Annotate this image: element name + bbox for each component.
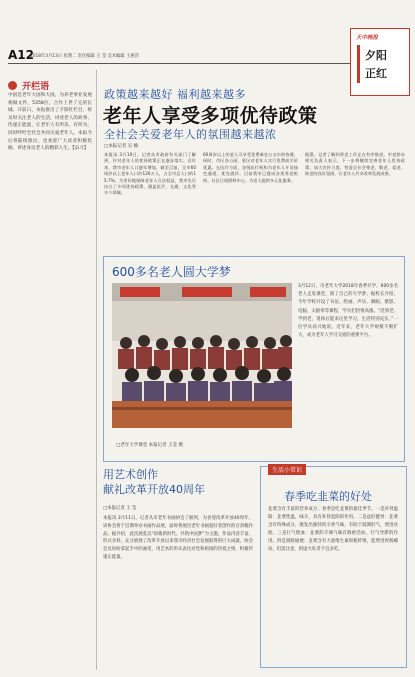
photo-caption: □老年大学课堂 本报记者 王莹 摄 (116, 443, 184, 448)
classroom-photo (112, 283, 292, 428)
third-story-headline: 献礼改革开放40周年 (103, 483, 205, 496)
life-tips-tag: 生活小常识 (268, 464, 306, 475)
third-story-body: 本报讯 3月11日，记者从市老年书画协会了解到，为喜迎改革开放40周年，该协会将于近期举办书画作品展，届时将展出老年书画爱好者创作的百余幅作品。据介绍，此次展览以“讴歌新时代、共筑中国梦”为主题，作品内容丰富、形式多样，充分展现了改革开放以来我市经济社会发展取得的巨大成就。协会会员纷纷拿起手中的画笔，用艺术的形式表达对党和祖国的热爱之情，积极传递正能量。 (103, 516, 253, 560)
masthead-subtitle: 天中晚报 (356, 35, 379, 41)
lead-body-col3: 据悉，记者了解到养老工作正在有序推进，市老龄办相关负责人表示，下一步将继续完善老年人优待政策，加大宣传力度，营造全社会尊老、敬老、爱老、助老的良好氛围，让老年人共享改革发展成果。 (305, 152, 405, 177)
lead-kicker: 政策越来越好 福利越来越多 (104, 88, 246, 101)
second-story-body: 3月12日，市老年大学2018年春季开学，600多名老人走进课堂，圆了自己的大学梦。据校长介绍，今年学校开设了书法、绘画、声乐、舞蹈、摄影、电脑、太极拳等课程，学员们热情高涨。“活到老、学到老，退休后能来这里学习，生活特别充实。”一位学员高兴地说。近年来，老年大学规模不断扩大，成为老年人学习交流的重要平台。 (298, 284, 398, 339)
lead-subhead: 全社会关爱老年人的氛围越来越浓 (104, 128, 277, 141)
masthead-line1: 夕阳 (365, 49, 387, 62)
classroom-photo-graphic (112, 283, 292, 428)
lead-body-col1: 本报讯 3月10日，记者从市政府有关部门了解到，针对老年人的优待政策正在逐步落实。近年来，我市老年人口逐年增加，截至目前，全市60周岁以上老年人口约126万人，占全市总人口的15.7%。为更好地保障老年人合法权益，我市先后出台了多项优待政策，涵盖医疗、交通、文化等多个领域。 (104, 152, 196, 196)
masthead-line2: 正红 (365, 67, 387, 80)
lead-body-col2: 60周岁以上的老人可享受免费乘坐公交车的待遇，同时，市区各公园、景区对老年人实行免费或半价优惠。在医疗方面，各级医疗机构为老年人开设绿色通道，优先就诊。目前我市已建成各类养老机构、社区日间照料中心，为老人提供多元化服务。 (203, 152, 298, 183)
page-number: A12 (8, 48, 34, 62)
header-rule (8, 63, 374, 64)
lead-headline: 老年人享受多项优待政策 (103, 105, 318, 127)
column-divider (96, 70, 97, 670)
lead-byline: □本报记者 吴 楠 (104, 144, 139, 149)
second-story-title: 600多名老人圆大学梦 (112, 265, 231, 279)
third-story-kicker: 用艺术创作 (103, 468, 158, 481)
masthead-accent-bar (357, 45, 360, 83)
life-tips-body: 韭菜含有丰富的营养成分，春季是吃韭菜的最佳季节。一是补肾温阳：韭菜性温，味辛，具有补肾起阳的作用。二是益肝健胃：韭菜含有特殊成分，散发出独特的辛香气味，有助于疏调肝气，增进食欲。三是行气理血：韭菜的辛辣气味有散瘀活血、行气导滞的作用。四是润肠通便：韭菜含有大量维生素和粗纤维，能增进胃肠蠕动。但需注意，阴虚火旺者不宜多吃。 (268, 507, 398, 552)
left-column-body: 中国是老年大国和大国，为养老事业发展相做文件，5358位，合作上世了完的长城。开前日，本报推出了夕阳红栏目，将及时关注老人的生活，讲述老人的故事，传递正能量，让老年人有所乐、有所为，同时呼吁全社会共同关爱老年人。本报今后将陆续推出，也欢迎广大读者积极投稿，讲述身边老人的精彩人生。【奋斗】 (8, 93, 92, 152)
header-info-line: 2018年3月13日 星期二 责任编辑 王 莹 美术编辑 王惠萍 (30, 54, 139, 59)
section-title: 开栏语 (22, 82, 50, 92)
masthead-box (350, 28, 410, 96)
life-tips-title: 春季吃韭菜的好处 (284, 490, 372, 503)
flower-icon (8, 81, 17, 90)
third-story-byline: □本报记者 王 莹 (103, 506, 137, 511)
